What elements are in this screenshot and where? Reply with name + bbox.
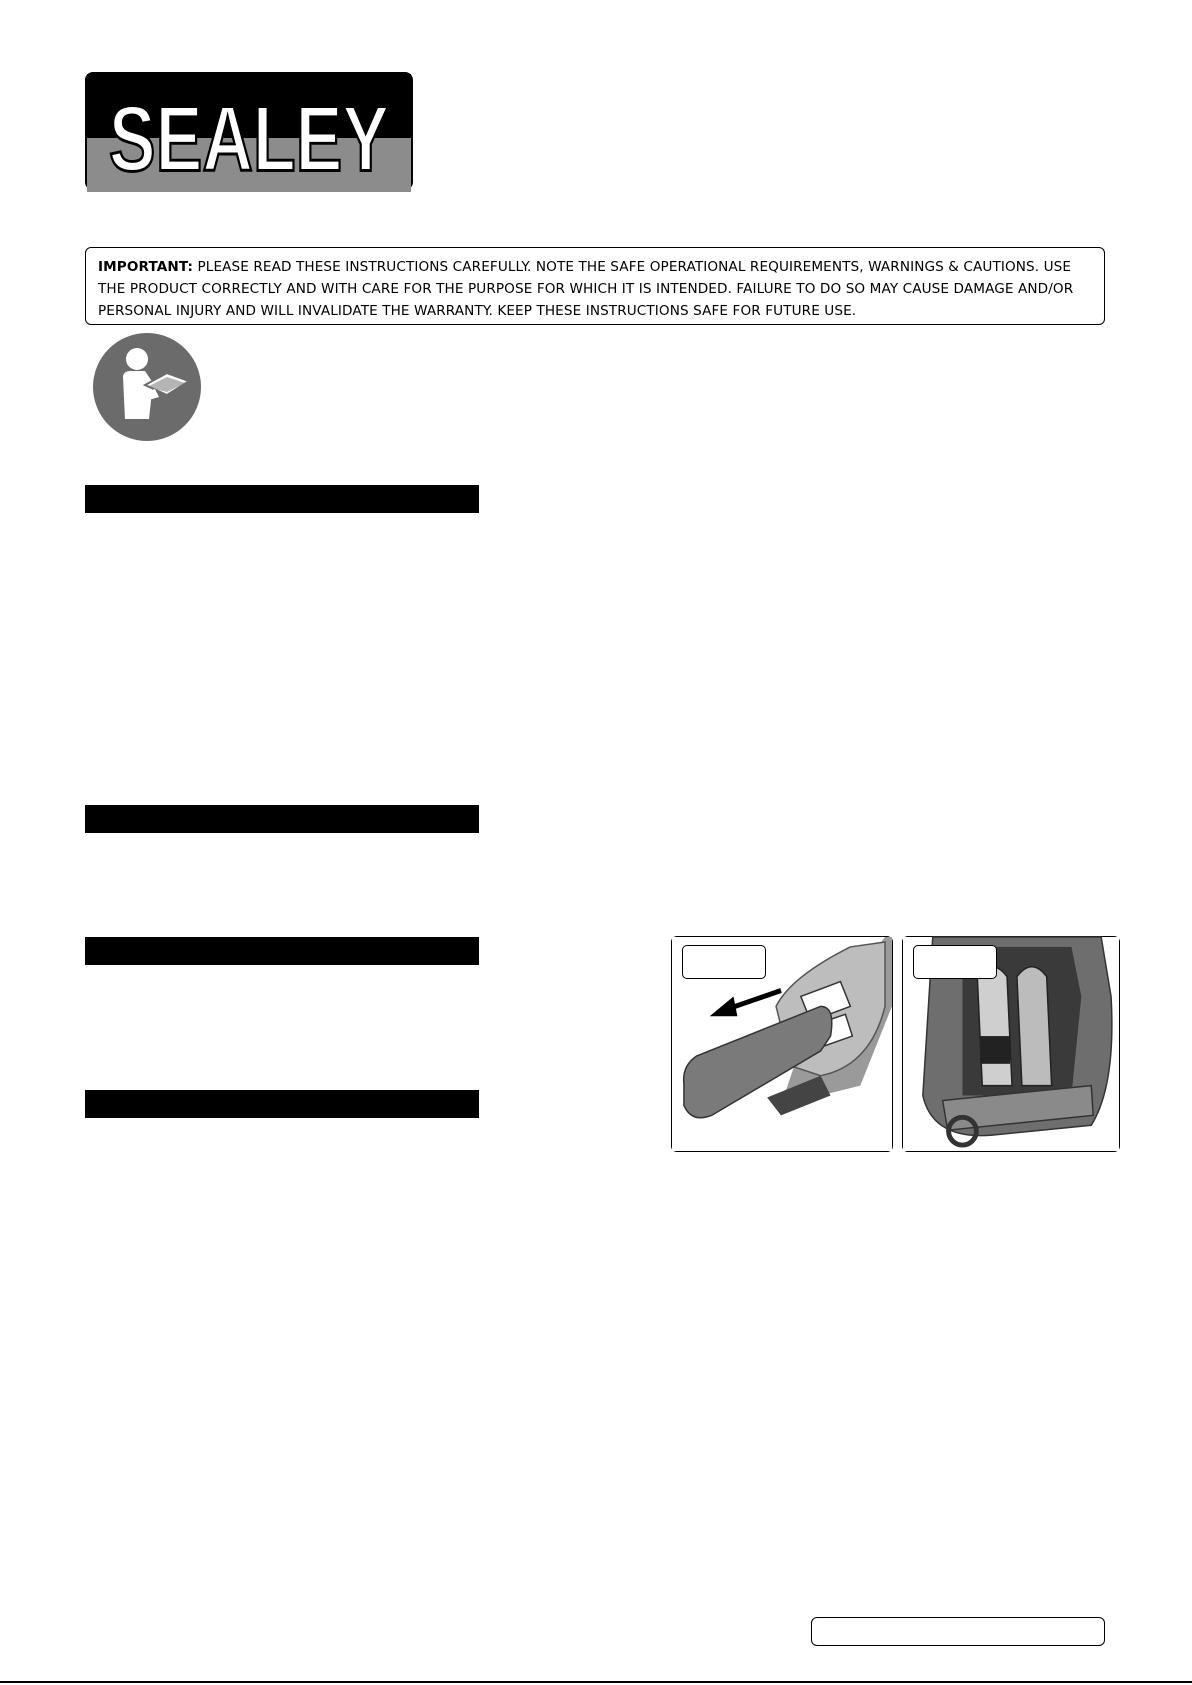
important-notice xyxy=(85,247,1105,325)
figure-label-box-1 xyxy=(682,945,766,979)
section-header-bar-3 xyxy=(85,937,479,965)
read-manual-icon xyxy=(93,333,201,441)
notice-lead: IMPORTANT: xyxy=(98,259,194,275)
logo-lettering xyxy=(87,74,411,191)
figure-label-box-2 xyxy=(913,945,997,979)
section-header-bar-4 xyxy=(85,1090,479,1118)
section-header-bar-1 xyxy=(85,485,479,513)
logo-wordmark: SEALEY xyxy=(108,86,390,191)
reference-box xyxy=(811,1617,1105,1646)
figure-battery-compartment xyxy=(902,936,1120,1152)
notice-text: PLEASE READ THESE INSTRUCTIONS CAREFULLY. NOTE THE SAFE OPERATIONAL REQUIREMENTS, WARNINGS & CAUTIONS. USE THE PRODUCT CORRECTLY AND WITH CARE FOR THE PURPOSE FOR WHICH IT IS INTENDED. FAILURE TO DO SO MAY CAUSE DAMAGE AND/OR PERSONAL INJURY AND WILL INVALIDATE THE WARRANTY. KEEP THESE INSTRUCTIONS SAFE FOR FUTURE USE. xyxy=(98,259,1074,319)
sealey-logo xyxy=(85,72,413,190)
footer-rule xyxy=(0,1681,1192,1683)
figure-battery-cover xyxy=(671,936,893,1152)
section-header-bar-2 xyxy=(85,805,479,833)
